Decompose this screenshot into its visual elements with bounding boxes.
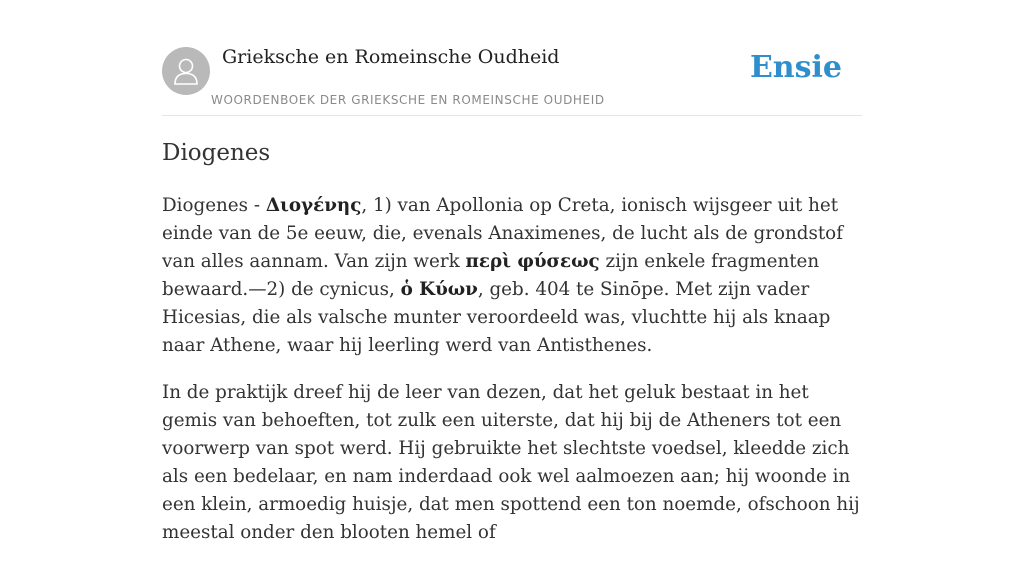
entry-paragraph-2: In de praktijk dreef hij de leer van dezen, dat het geluk bestaat in het gemis van behoeften, tot zulk een uiterste, dat hij bij de Atheners tot een voorwerp van spot werd. Hij gebruikte het slechtste voedsel, kleedde zich als een bedelaar, en nam inderdaad ook wel aalmoezen aan; hij woonde in een klein, armoedig huisje, dat men spottend een ton noemde, ofschoon hij meestal onder den blooten hemel of — [162, 382, 860, 543]
ensie-logo-link[interactable]: Ensie — [749, 50, 842, 85]
greek-term: Διογένης — [265, 195, 362, 216]
entry-title: Diogenes — [162, 140, 271, 166]
dictionary-subtitle: WOORDENBOEK DER GRIEKSCHE EN ROMEINSCHE OUDHEID — [211, 93, 605, 107]
entry-text: Diogenes - — [162, 195, 266, 216]
entry-text: , geb. 404 te Sinōpe. Met zijn vader Hicesias, die als valsche munter veroordeeld was, vluchtte hij als knaap naar Athene, waar hij leerling werd van Antisthenes. — [162, 279, 831, 356]
greek-term: περὶ φύσεως — [465, 251, 600, 272]
page-container — [162, 0, 862, 543]
entry-text: , 1) van Apollonia op Creta, ionisch wijsgeer uit het einde van de 5e eeuw, die, evenals Anaximenes, de lucht als de grondstof van alles aannam. Van zijn werk — [162, 195, 843, 272]
avatar[interactable] — [162, 47, 210, 95]
entry-body — [162, 192, 862, 566]
greek-term: ὁ Κύων — [400, 279, 478, 300]
dictionary-title-link[interactable]: Grieksche en Romeinsche Oudheid — [222, 46, 560, 68]
user-icon — [172, 56, 200, 86]
entry-paragraph-1 — [162, 192, 862, 360]
entry-text: zijn enkele fragmenten bewaard.—2) de cynicus, — [162, 251, 820, 300]
dictionary-header — [162, 0, 862, 116]
